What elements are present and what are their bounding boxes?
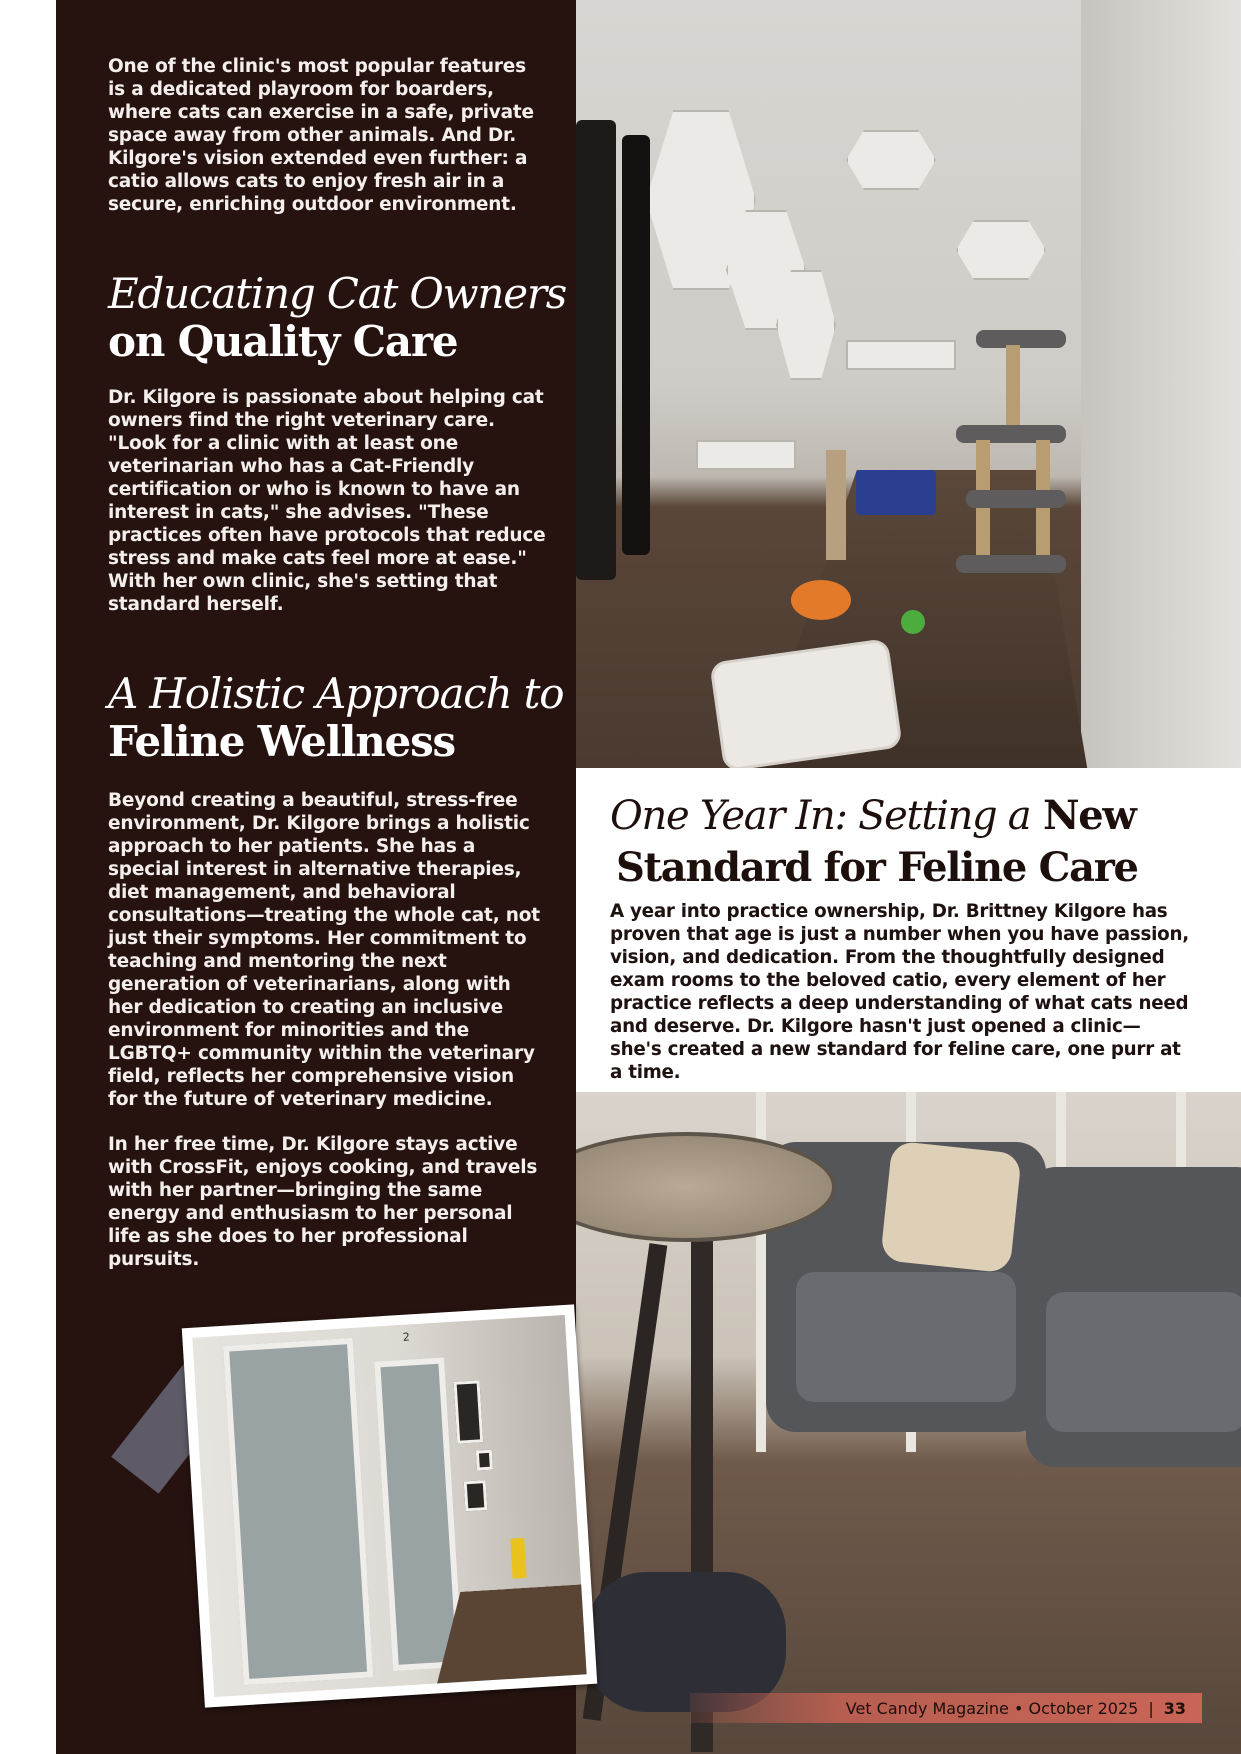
page-number: 33	[1163, 1698, 1186, 1718]
door-number: 2	[402, 1330, 411, 1344]
litter-box	[856, 470, 936, 515]
section-body-educating: Dr. Kilgore is passionate about helping cat owners find the right veterinary care. "Look for a clinic with at least one veterinarian who has a Cat-Friendly certification or who is known to have an interest in cats," she advises. "These practices often have protocols that reduce stress and make cats feel more at ease." With her own clinic, she's setting that standard herself.	[108, 387, 546, 615]
wall-step	[696, 440, 796, 470]
exam-room-door	[374, 1357, 463, 1671]
wall-frame	[464, 1480, 488, 1511]
feature-title-italic: One Year In: Setting a	[610, 793, 1031, 839]
feature-body: A year into practice ownership, Dr. Brittney Kilgore has proven that age is just a number when you have passion, vision, and dedication. From the thoughtfully designed exam rooms to the beloved catio, every element of her practice reflects a deep understanding of what cats need and deserve. Dr. Kilgore hasn't just opened a clinic—she's created a new standard for feline care, one purr at a time.	[610, 901, 1189, 1083]
section-heading-italic: A Holistic Approach to	[108, 669, 564, 718]
feature-title	[610, 790, 1210, 894]
wall-shelf	[846, 130, 936, 190]
exam-room-door	[223, 1338, 374, 1685]
feature-title-bold: New	[1042, 792, 1136, 839]
toy-track	[791, 580, 851, 620]
section-heading-educating	[108, 270, 578, 366]
wall-step	[846, 340, 956, 370]
page-footer	[690, 1693, 1202, 1723]
hallway-photo	[182, 1304, 597, 1707]
wet-floor-sign	[510, 1538, 526, 1579]
pet-bed	[586, 1572, 786, 1712]
section-heading-bold: on Quality Care	[108, 317, 458, 366]
section-body-free-time: In her free time, Dr. Kilgore stays active with CrossFit, enjoys cooking, and travels with her partner—bringing the same energy and enthusiasm to her personal life as she does to her professional pursuits.	[108, 1134, 538, 1270]
wall-frame	[476, 1450, 493, 1471]
section-heading-bold: Feline Wellness	[108, 717, 455, 766]
wall-shelf	[956, 220, 1046, 280]
section-heading-holistic	[108, 670, 578, 766]
toy-ball	[901, 610, 925, 634]
door-handle	[622, 135, 650, 555]
section-body-holistic: Beyond creating a beautiful, stress-free environment, Dr. Kilgore brings a holistic approach to her patients. She has a special interest in alternative therapies, diet management, and behavioral consultations—treating the whole cat, not just their symptoms. Her commitment to teaching and mentoring the next generation of veterinarians, along with her dedication to creating an inclusive environment for minorities and the LGBTQ+ community within the veterinary field, reflects her comprehensive vision for the future of veterinary medicine.	[108, 790, 540, 1110]
pillow	[880, 1141, 1022, 1274]
section-heading-italic: Educating Cat Owners	[108, 269, 567, 318]
door-handle	[576, 120, 616, 580]
scratching-post	[826, 450, 846, 560]
wall-frame	[454, 1380, 484, 1443]
intro-paragraph: One of the clinic's most popular features is a dedicated playroom for boarders, where cats can exercise in a safe, private space away from other animals. And Dr. Kilgore's vision extended even further: a catio allows cats to enjoy fresh air in a secure, enriching outdoor environment.	[108, 56, 534, 215]
lobby-photo	[576, 1092, 1241, 1754]
feature-title-line2: Standard for Feline Care	[616, 844, 1138, 891]
footer-publication: Vet Candy Magazine • October 2025	[845, 1698, 1139, 1718]
footer-separator: |	[1148, 1698, 1154, 1718]
playroom-photo	[576, 0, 1241, 768]
playroom-wall	[1081, 0, 1241, 768]
cat-tree	[956, 330, 1066, 570]
cat-bed	[709, 638, 903, 768]
